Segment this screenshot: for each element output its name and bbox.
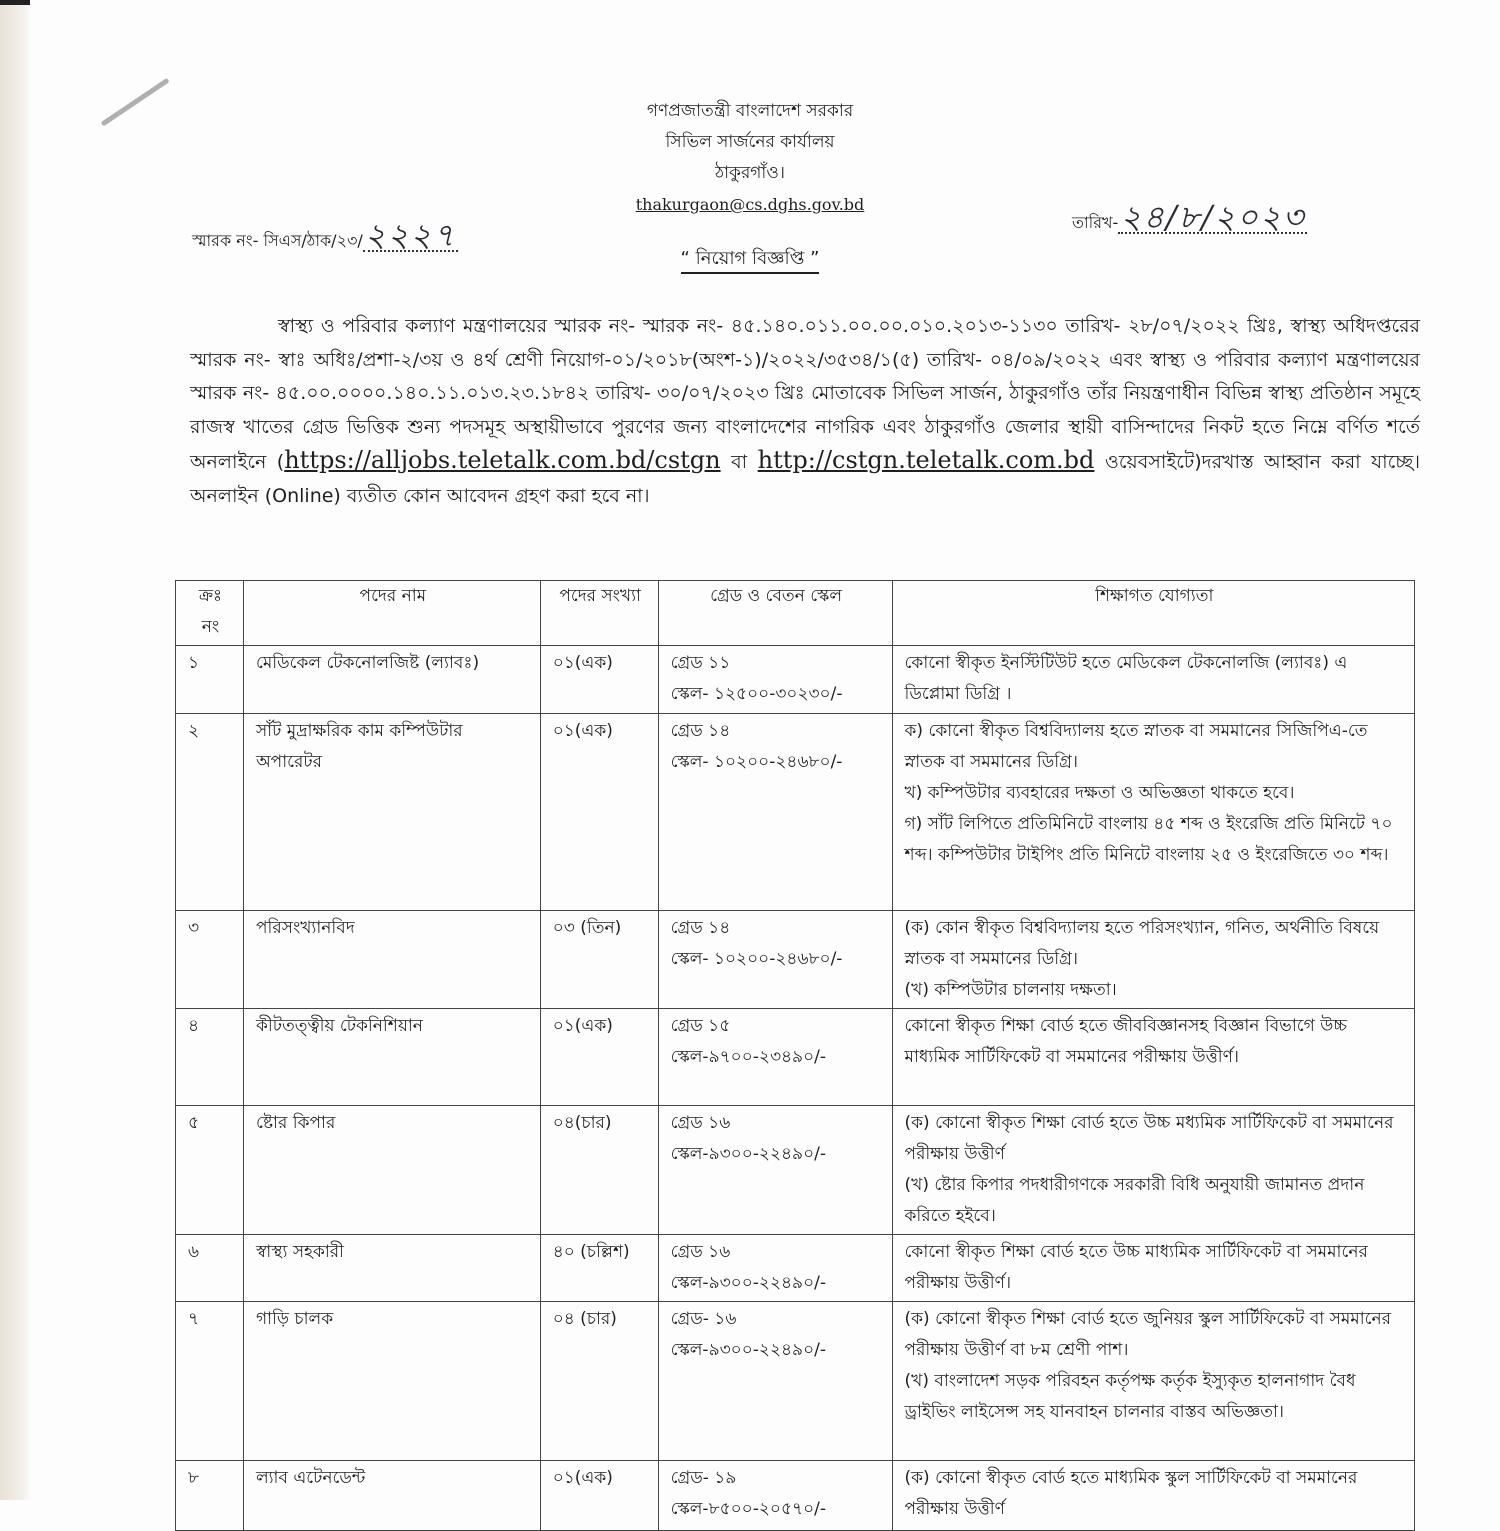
row-post-name: কীটতত্ত্বীয় টেকনিশিয়ান xyxy=(243,1009,540,1106)
row-serial: ৩ xyxy=(176,911,244,1009)
row-serial: ২ xyxy=(176,714,244,911)
row-qualification: কোনো স্বীকৃত শিক্ষা বোর্ড হতে জীববিজ্ঞানসহ বিজ্ঞান বিভাগে উচ্চ মাধ্যমিক সার্টিফিকেট বা সমমানের পরীক্ষায় উত্তীর্ণ। xyxy=(892,1009,1414,1106)
row-serial: ৭ xyxy=(176,1302,244,1461)
office-email[interactable]: thakurgaon@cs.dghs.gov.bd xyxy=(635,195,865,214)
row-grade-scale: গ্রেড ১৫ স্কেল-৯৭০০-২৩৪৯০/- xyxy=(658,1009,892,1106)
notice-title: “ নিয়োগ বিজ্ঞপ্তি ” xyxy=(0,244,1500,275)
row-grade-scale: গ্রেড ১৪ স্কেল- ১০২০০-২৪৬৮০/- xyxy=(658,714,892,911)
table-row xyxy=(176,1302,1415,1461)
row-serial: ৮ xyxy=(176,1461,244,1531)
row-post-count: ০১(এক) xyxy=(540,1009,658,1106)
row-qualification: কোনো স্বীকৃত শিক্ষা বোর্ড হতে উচ্চ মাধ্যমিক সার্টিফিকেট বা সমমানের পরীক্ষায় উত্তীর্ণ। xyxy=(892,1235,1414,1302)
date-handwritten-value: ২৪/৮/২০২৩ xyxy=(1120,198,1306,236)
memo-date xyxy=(1072,192,1307,246)
row-serial: ১ xyxy=(176,646,244,714)
notice-body: স্বাস্থ্য ও পরিবার কল্যাণ মন্ত্রণালয়ের স্মারক নং- স্মারক নং- ৪৫.১৪০.০১১.০০.০০.০১০.২০১৩-১১৩০ তারিখ- ২৮/০৭/২০২২ খ্রিঃ, স্বাস্থ্য অধিদপ্তরের স্মারক নং- স্বাঃ অধিঃ/প্রশা-২/৩য় ও ৪র্থ শ্রেণী নিয়োগ-০১/২০১৮(অংশ-১)/২০২২/৩৫৩৪/১(৫) তারিখ- ০৪/০৯/২০২২ এবং স্বাস্থ্য ও পরিবার কল্যাণ মন্ত্রণালয়ের স্মারক নং- ৪৫.০০.০০০০.১৪০.১১.০১৩.২৩.১৮৪২ তারিখ- ৩০/০৭/২০২৩ খ্রিঃ মোতাবেক সিভিল সার্জন, ঠাকুরগাঁও তাঁর নিয়ন্ত্রণাধীন বিভিন্ন স্বাস্থ্য প্রতিষ্ঠান সমূহে রাজস্ব খাতের গ্রেড ভিত্তিক শুন্য পদসমূহ অস্থায়ীভাবে পুরণের জন্য বাংলাদেশের নাগরিক এবং ঠাকুরগাঁও জেলার স্থায়ী বাসিন্দাদের নিকট হতে নিম্নে বর্ণিত শর্তে অনলাইনে (https://alljobs.teletalk.com.bd/cstgn বা http://cstgn.teletalk.com.bd ওয়েবসাইটে)দরখাস্ত আহ্বান করা যাচ্ছে। অনলাইন (Online) ব্যতীত কোন আবেদন গ্রহণ করা হবে না। xyxy=(190,315,1420,507)
scan-edge-strip xyxy=(0,0,30,1500)
row-post-count: ৪০ (চল্লিশ) xyxy=(540,1235,658,1302)
row-post-name: গাড়ি চালক xyxy=(243,1302,540,1461)
row-qualification: (ক) কোনো স্বীকৃত বোর্ড হতে মাধ্যমিক স্কুল সার্টিফিকেট বা সমমানের পরীক্ষায় উত্তীর্ণ xyxy=(892,1461,1414,1531)
row-post-count: ০১(এক) xyxy=(540,1461,658,1531)
row-post-name: স্বাস্থ্য সহকারী xyxy=(243,1235,540,1302)
row-post-count: ০৪ (চার) xyxy=(540,1302,658,1461)
table-row xyxy=(176,1235,1415,1302)
row-qualification: কোনো স্বীকৃত ইনস্টিটিউট হতে মেডিকেল টেকনোলজি (ল্যাবঃ) এ ডিপ্লোমা ডিগ্রি । xyxy=(892,646,1414,714)
table-row xyxy=(176,1009,1415,1106)
table-row xyxy=(176,911,1415,1009)
row-post-count: ০৩ (তিন) xyxy=(540,911,658,1009)
vacancy-table xyxy=(175,580,1415,1531)
office-name: সিভিল সার্জনের কার্যালয় xyxy=(665,132,835,152)
row-grade-scale: গ্রেড ১১ স্কেল- ১২৫০০-৩০২৩০/- xyxy=(658,646,892,714)
col-qualification: শিক্ষাগত যোগ্যতা xyxy=(892,581,1414,646)
row-grade-scale: গ্রেড ১৬ স্কেল-৯৩০০-২২৪৯০/- xyxy=(658,1235,892,1302)
table-header-row xyxy=(176,581,1415,646)
row-post-name: মেডিকেল টেকনোলজিষ্ট (ল্যাবঃ) xyxy=(243,646,540,714)
row-qualification: (ক) কোনো স্বীকৃত শিক্ষা বোর্ড হতে জুনিয়র স্কুল সার্টিফিকেট বা সমমানের পরীক্ষায় উত্তীর্ণ বা ৮ম শ্রেণী পাশ। (খ) বাংলাদেশ সড়ক পরিবহন কর্তৃপক্ষ কর্তৃক ইস্যুকৃত হালনাগাদ বৈধ ড্রাইভিং লাইসেন্স সহ যানবাহন চালনার বাস্তব অভিজ্ঞতা। xyxy=(892,1302,1414,1461)
table-row xyxy=(176,1106,1415,1235)
row-post-count: ০৪(চার) xyxy=(540,1106,658,1235)
col-serial: ক্রঃ নং xyxy=(176,581,244,646)
row-post-name: ষ্টোর কিপার xyxy=(243,1106,540,1235)
row-grade-scale: গ্রেড- ১৯ স্কেল-৮৫০০-২০৫৭০/- xyxy=(658,1461,892,1531)
row-grade-scale: গ্রেড ১৪ স্কেল- ১০২০০-২৪৬৮০/- xyxy=(658,911,892,1009)
row-qualification: (ক) কোনো স্বীকৃত শিক্ষা বোর্ড হতে উচ্চ মধ্যমিক সার্টিফিকেট বা সমমানের পরীক্ষায় উত্তীর্ণ (খ) ষ্টোর কিপার পদধারীগণকে সরকারী বিধি অনুযায়ী জামানত প্রদান করিতে হইবে। xyxy=(892,1106,1414,1235)
row-post-count: ০১(এক) xyxy=(540,646,658,714)
office-location: ঠাকুরগাঁও। xyxy=(715,163,785,183)
alljobs-link[interactable]: https://alljobs.teletalk.com.bd/cstgn xyxy=(284,446,721,474)
date-label: তারিখ- xyxy=(1072,213,1119,232)
table-row xyxy=(176,714,1415,911)
row-grade-scale: গ্রেড ১৬ স্কেল-৯৩০০-২২৪৯০/- xyxy=(658,1106,892,1235)
row-post-name: পরিসংখ্যানবিদ xyxy=(243,911,540,1009)
cstgn-link[interactable]: http://cstgn.teletalk.com.bd xyxy=(757,446,1095,474)
table-row xyxy=(176,1461,1415,1531)
table-row xyxy=(176,646,1415,714)
row-post-name: ল্যাব এটেনডেন্ট xyxy=(243,1461,540,1531)
row-grade-scale: গ্রেড- ১৬ স্কেল-৯৩০০-২২৪৯০/- xyxy=(658,1302,892,1461)
row-qualification: (ক) কোন স্বীকৃত বিশ্ববিদ্যালয় হতে পরিসংখ্যান, গনিত, অর্থনীতি বিষয়ে স্নাতক বা সমমানের ডিগ্রি। (খ) কম্পিউটার চালনায় দক্ষতা। xyxy=(892,911,1414,1009)
row-serial: ৬ xyxy=(176,1235,244,1302)
memo-label: স্মারক নং- সিএস/ঠাক/২৩/ xyxy=(192,231,363,250)
col-grade-scale: গ্রেড ও বেতন স্কেল xyxy=(658,581,892,646)
col-post-count: পদের সংখ্যা xyxy=(540,581,658,646)
row-post-count: ০১(এক) xyxy=(540,714,658,911)
row-qualification: ক) কোনো স্বীকৃত বিশ্ববিদ্যালয় হতে স্নাতক বা সমমানের সিজিপিএ-তে স্নাতক বা সমমানের ডিগ্রি। খ) কম্পিউটার ব্যবহারের দক্ষতা ও অভিজ্ঞতা থাকতে হবে। গ) সাঁট লিপিতে প্রতিমিনিটে বাংলায় ৪৫ শব্দ ও ইংরেজি প্রতি মিনিটে ৭০ শব্দ। কম্পিউটার টাইপিং প্রতি মিনিটে বাংলায় ২৫ ও ইংরেজিতে ৩০ শব্দ। xyxy=(892,714,1414,911)
row-serial: ৪ xyxy=(176,1009,244,1106)
government-name: গণপ্রজাতন্ত্রী বাংলাদেশ সরকার xyxy=(646,101,854,121)
row-post-name: সাঁট মুদ্রাক্ষরিক কাম কম্পিউটার অপারেটর xyxy=(243,714,540,911)
memo-handwritten-number: ২২২৭ xyxy=(364,216,457,254)
col-post-name: পদের নাম xyxy=(243,581,540,646)
row-serial: ৫ xyxy=(176,1106,244,1235)
